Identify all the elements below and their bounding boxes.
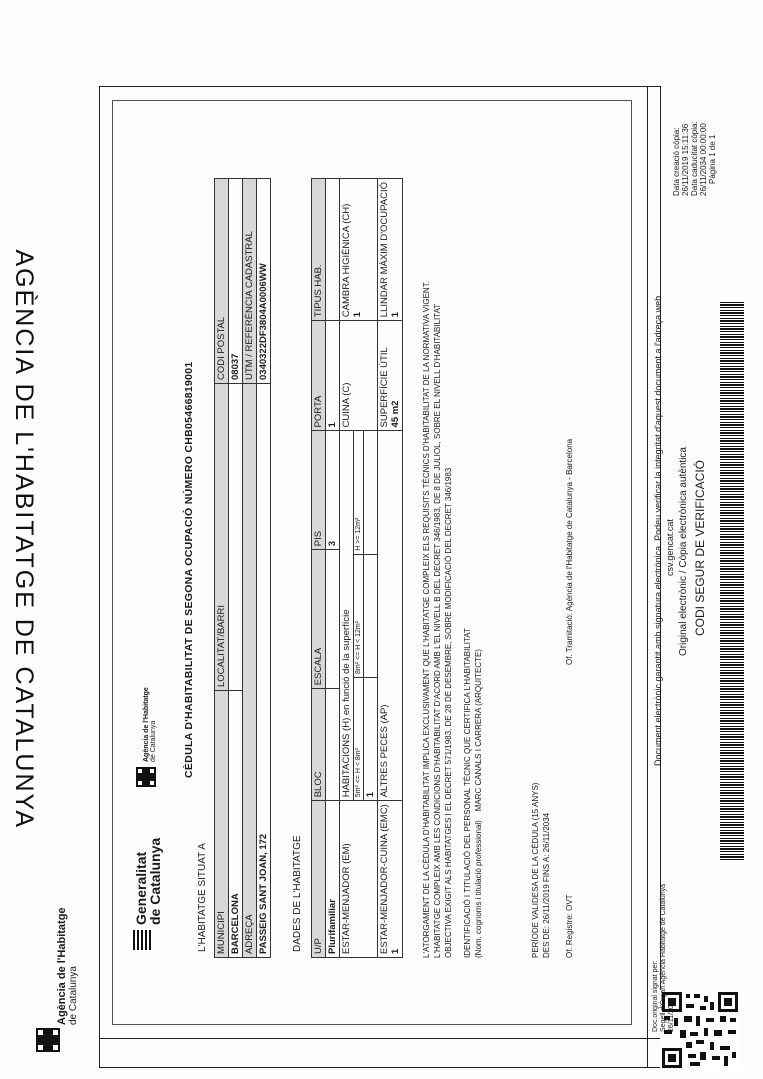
section-dades-label: DADES DE L'HABITATGE — [292, 835, 303, 952]
footer-divider — [99, 1038, 661, 1039]
tramitacio-text: Of. Tramitació: Agència de l'Habitatge de Catalunya - Barcelona — [565, 438, 574, 665]
tecnic-value: MARC CANALS I CARRERA (ARQUITECTE) — [474, 649, 483, 812]
sup-value: 45 m2 — [390, 400, 401, 428]
cambra-value: 1 — [352, 311, 363, 318]
municipi-value: BARCELONA — [229, 691, 243, 958]
footer-text — [652, 296, 708, 766]
agency-small-logo-icon — [136, 767, 156, 787]
localitat-label: LOCALITAT/BARRI — [215, 384, 229, 691]
agency-small-logo — [143, 687, 157, 762]
llindar-cell — [378, 179, 403, 321]
porta-value: 1 — [326, 321, 340, 431]
validesa-block — [530, 783, 552, 958]
document-title — [183, 361, 195, 778]
legal-line-1: L'ATORGAMENT DE LA CÈDULA D'HABITABILITAT IMPLICA EXCLUSIVAMENT QUE L'HABITATGE COMPLEIX ELS REQUISITS TÈCNICS D'HABITABILITAT DE LA NORMATIVA VIGENT. — [422, 281, 431, 958]
cambra-cell — [340, 179, 378, 321]
tipus-value — [326, 179, 340, 321]
up-value: Plurifamiliar — [326, 801, 340, 958]
date-line-5: Pàgina 1 de 1 — [708, 134, 717, 184]
up-label: U/P — [312, 801, 326, 958]
codi-postal-label: CODI POSTAL — [215, 179, 229, 384]
footer-line-3: Original electrònic / Còpia electrònica autèntica — [678, 447, 689, 656]
registre-text: Of. Registre: OVT — [565, 894, 574, 958]
agency-logo-text — [56, 907, 79, 1025]
signed-block — [652, 884, 676, 1032]
agency-small-line2: de Catalunya — [150, 720, 157, 762]
bloc-value — [326, 689, 340, 801]
signed-line-1: Doc.original signat per: — [652, 960, 659, 1032]
emc-cell — [378, 801, 403, 958]
hab-cell — [340, 431, 378, 801]
em-label — [340, 801, 378, 958]
agency-logo-sub: de Catalunya — [68, 966, 79, 1025]
registre — [565, 894, 574, 958]
hab-range-1: 5m² <= H < 8m² — [354, 677, 363, 800]
tecnic-sub: (Nom, cognoms i titulació professional) — [474, 820, 483, 958]
cuina-cell — [340, 321, 378, 431]
signed-line-2: Segell d'Òrgan Agència Habitatge de Catalunya — [660, 883, 667, 1032]
section-location — [197, 843, 208, 952]
hab-range-2: 8m² <= H < 12m² — [354, 554, 363, 677]
ap-cell — [378, 431, 403, 801]
agency-logo-icon — [36, 1028, 60, 1052]
signed-line-3: 26/11/2019 — [668, 997, 675, 1032]
pis-label: PIS — [312, 431, 326, 550]
legal-line-2: L'HABITATGE COMPLEIX AMB LES CONDICIONS D'HABITABILITAT D'ACORD AMB L'EL NIVELL B DEL DECRET 346/1983, DE 8 DE JULIOL, SOBRE EL NIVELL D'HABITABILITAT — [433, 303, 442, 958]
date-line-3: Data caducitat còpia: — [690, 121, 699, 196]
generalitat-logo — [134, 838, 162, 925]
section-dades — [292, 835, 303, 952]
date-line-4: 26/11/2034 00:00:00 — [699, 123, 708, 196]
generalitat-line2: de Catalunya — [147, 837, 163, 925]
escala-label: ESCALA — [312, 550, 326, 689]
title-text: CÈDULA D'HABITABILITAT DE SEGONA OCUPACIÓ NÚMERO CHB05466819001 — [183, 361, 195, 778]
right-divider — [647, 86, 648, 1068]
tramitacio — [565, 439, 574, 665]
copy-dates — [672, 121, 717, 196]
validesa-value: DES DE: 26/11/2019 FINS A: 26/11/2034 — [542, 812, 551, 958]
ap-label: ALTRES PECES (AP) — [379, 704, 390, 798]
agency-heading-text: AGÈNCIA DE L'HABITATGE DE CATALUNYA — [10, 249, 38, 830]
hab-value-2 — [364, 554, 377, 677]
legal-text — [421, 281, 454, 958]
pis-value: 3 — [326, 431, 340, 550]
generalitat-line1: Generalitat — [133, 851, 149, 925]
adreca-value: PASSEIG SANT JOAN, 172 — [257, 384, 271, 958]
cuina-label: CUINA (C) — [341, 382, 352, 428]
agency-small-line1: Agència de l'Habitatge — [143, 687, 150, 762]
generalitat-logo-icon — [133, 930, 151, 950]
agency-logo-name: Agència de l'Habitatge — [56, 907, 68, 1025]
bloc-label: BLOC — [312, 689, 326, 801]
footer-line-2: csv.gencat.cat — [665, 519, 675, 576]
tecnic-label: IDENTIFICACIÓ I TITULACIÓ DEL PERSONAL TÈCNIC QUE CERTIFICA L'HABITABILITAT — [463, 628, 472, 958]
hab-label: HABITACIONS (H) en funció de la superfície — [340, 431, 354, 800]
localitat-value — [229, 384, 243, 691]
llindar-value: 1 — [390, 311, 401, 318]
municipi-label: MUNICIPI — [215, 691, 229, 958]
emc-value: 1 — [390, 948, 401, 954]
date-line-2: 26/11/2019 15:11:36 — [681, 123, 690, 196]
section-location-label: L'HABITATGE SITUAT A — [197, 843, 208, 952]
llindar-label: LLINDAR MÀXIM D'OCUPACIÓ — [379, 182, 390, 318]
hab-range-3: H >= 12m² — [355, 517, 362, 551]
utm-label: UTM / REFERÈNCIA CADASTRAL — [243, 179, 257, 384]
hab-value-1: 1 — [364, 677, 377, 800]
hab-value-3 — [364, 431, 377, 553]
sup-label: SUPERFÍCIE ÚTIL — [379, 347, 390, 428]
tipus-label: TIPUS HAB. — [312, 179, 326, 321]
escala-value — [326, 550, 340, 689]
tecnic-block — [462, 628, 484, 958]
agency-heading-vertical — [0, 0, 48, 1079]
em-label-text: ESTAR-MENJADOR (EM) — [341, 843, 352, 954]
utm-value: 0340322DF3804A0006WW — [257, 179, 271, 384]
legal-line-3: OBJECTIVA EXIGIT ALS HABITATGES I EL DECRET 571/1983, DE 28 DE DESEMBRE, SOBRE MODIFICACIÓ DEL DECRET 346/1983 — [444, 467, 453, 958]
footer-csv: CODI SEGUR DE VERIFICACIÓ — [693, 459, 707, 636]
validesa-label: PERÍODE VALIDESA DE LA CÈDULA (15 ANYS) — [531, 782, 540, 958]
adreca-label: ADREÇA — [243, 384, 257, 958]
cambra-label: CAMBRA HIGIÈNICA (CH) — [341, 203, 352, 318]
codi-postal-value: 08037 — [229, 179, 243, 384]
emc-label: ESTAR-MENJADOR-CUINA (EMC) — [379, 804, 390, 954]
date-line-1: Data creació còpia: — [672, 127, 681, 196]
footer-line-1: Document electrònic garantit amb signatura electrònica. Podeu verificar la integritat d'aquest document a l'adreça web — [653, 295, 663, 766]
sup-cell — [378, 321, 403, 431]
barcode-icon — [720, 300, 744, 860]
porta-label: PORTA — [312, 321, 326, 431]
